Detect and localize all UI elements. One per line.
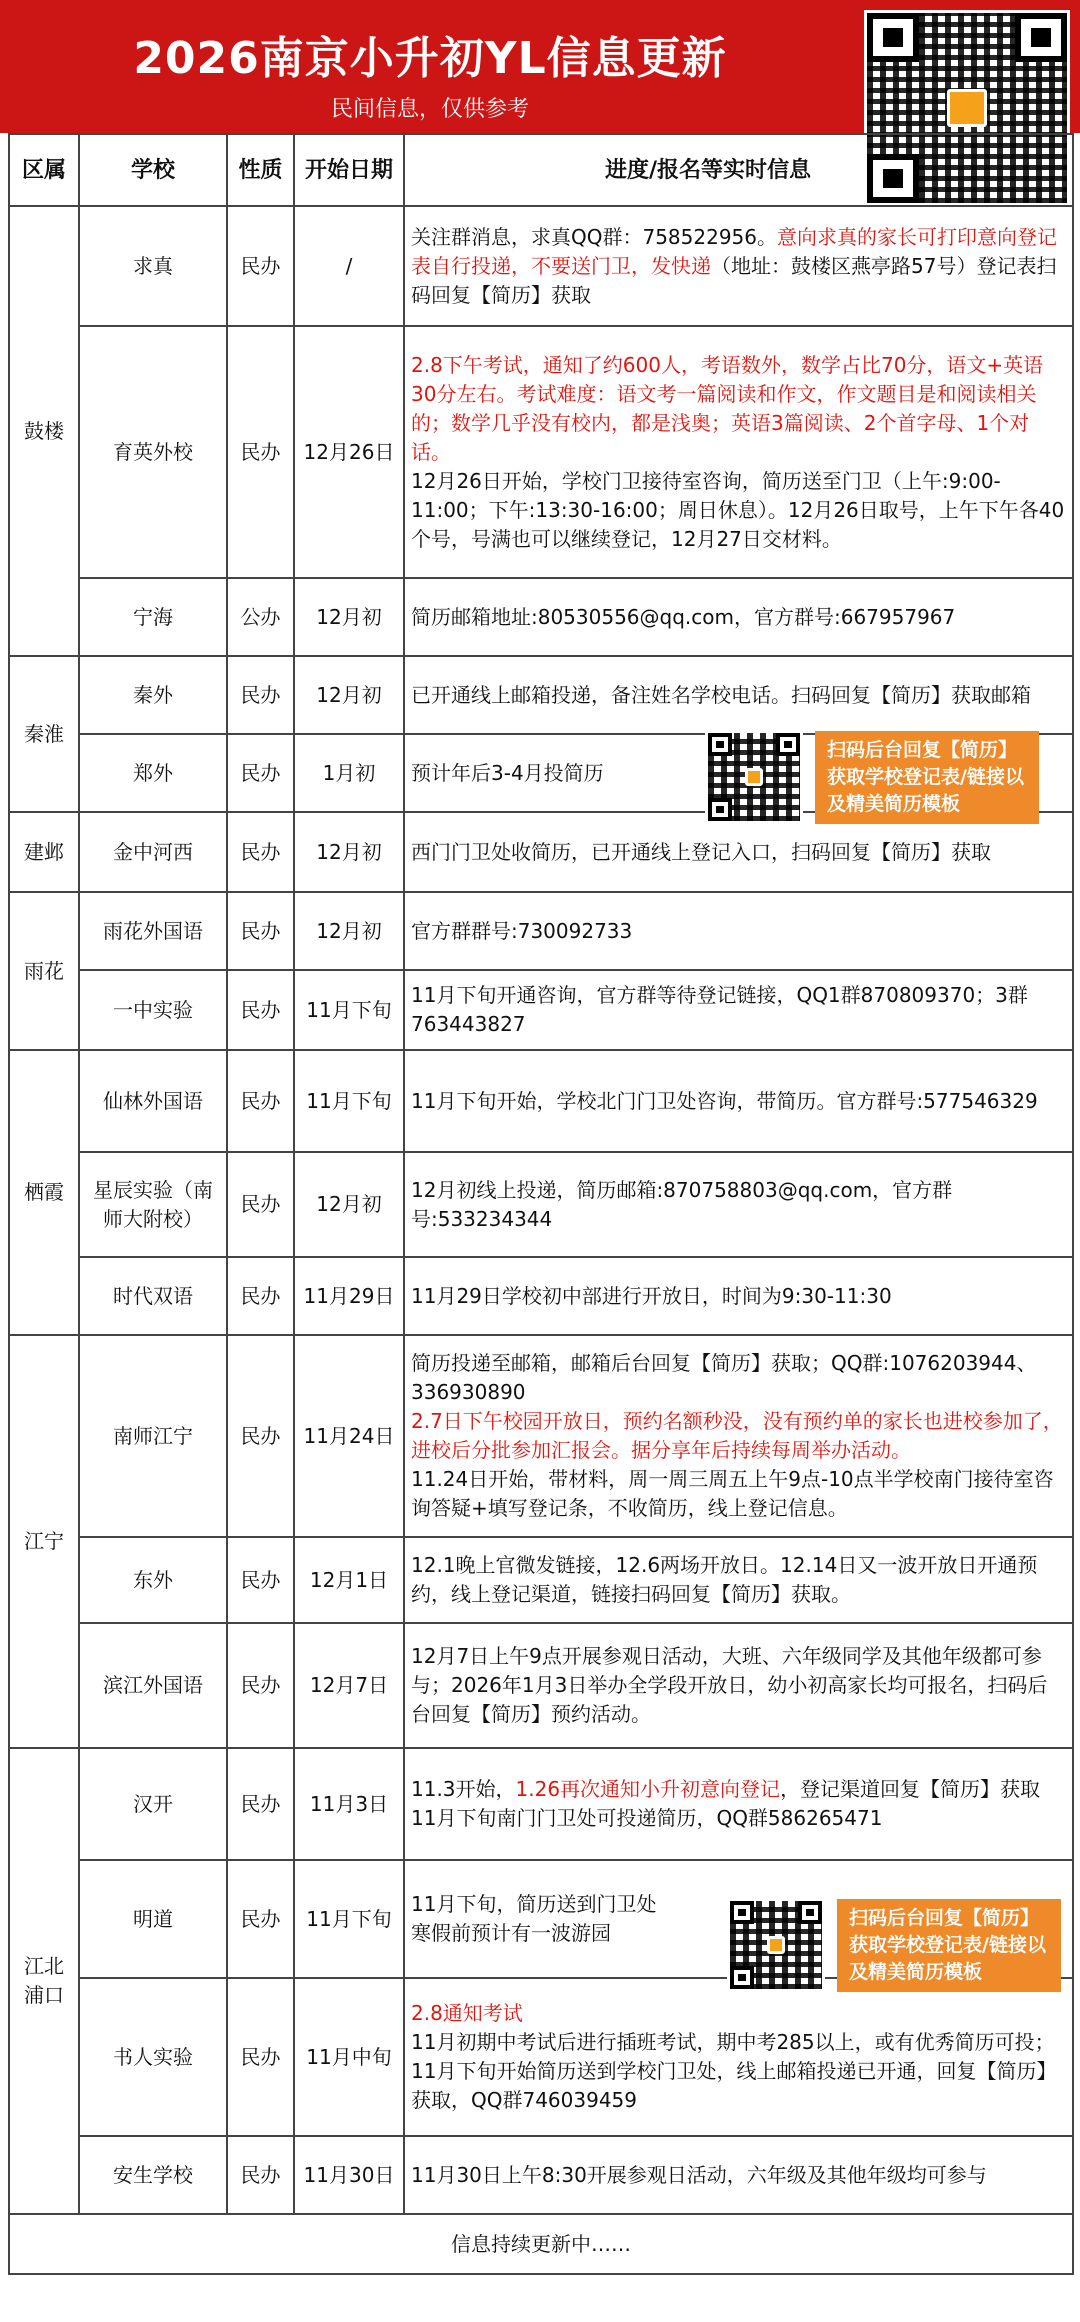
info-cell [404,1537,1073,1623]
highlight-text: 2.7日下午校园开放日，预约名额秒没，没有预约单的家长也进校参加了，进校后分批参加汇报会。据分享年后持续每周举办活动。 [411,1409,1063,1462]
school-cell: 明道 [79,1860,227,1978]
school-cell: 星辰实验（南师大附校） [79,1152,227,1257]
date-cell: 11月下旬 [294,1860,404,1978]
date-cell: 12月26日 [294,326,404,578]
date-cell: 12月初 [294,812,404,892]
school-cell: 安生学校 [79,2136,227,2214]
school-cell: 时代双语 [79,1257,227,1335]
qr-code-promo [705,730,803,824]
table-row [9,1623,1073,1748]
info-text: 11月下旬南门门卫处可投递简历，QQ群586265471 [411,1806,883,1830]
date-cell: 12月初 [294,1152,404,1257]
footer-text: 信息持续更新中…… [9,2214,1073,2274]
district-cell: 栖霞 [9,1050,79,1335]
district-cell: 秦淮 [9,656,79,812]
date-cell: 12月初 [294,892,404,970]
date-cell: 11月下旬 [294,1050,404,1152]
table-row [9,656,1073,734]
info-cell [404,1152,1073,1257]
table-row [9,812,1073,892]
type-cell: 民办 [227,1050,294,1152]
school-cell: 秦外 [79,656,227,734]
type-cell: 民办 [227,892,294,970]
type-cell: 民办 [227,1860,294,1978]
table-row [9,206,1073,326]
info-text: 11月下旬开通咨询，官方群等待登记链接，QQ1群870809370；3群763443827 [411,983,1028,1036]
highlight-text: 2.8下午考试，通知了约600人，考语数外，数学占比70分，语文+英语30分左右。考试难度：语文考一篇阅读和作文，作文题目是和阅读相关的；数学几乎没有校内，都是浅奥；英语3篇阅读、2个首字母、1个对话。 [411,352,1044,464]
type-cell: 民办 [227,1257,294,1335]
type-cell: 民办 [227,812,294,892]
table-row [9,2136,1073,2214]
type-cell: 民办 [227,1537,294,1623]
col-info: 进度/报名等实时信息 [404,134,1073,206]
promo-banner-1 [705,730,1039,824]
date-cell: 11月3日 [294,1748,404,1860]
table-row [9,578,1073,656]
table-row [9,1335,1073,1537]
table-row [9,326,1073,578]
school-cell: 一中实验 [79,970,227,1050]
highlight-text: 1.26再次通知小升初意向登记 [515,1777,781,1801]
info-cell [404,2136,1073,2214]
info-text: 简历邮箱地址:80530556@qq.com，官方群号:667957967 [411,604,956,629]
school-cell: 育英外校 [79,326,227,578]
info-text: （地址：鼓楼区燕亭路57号）登记表扫码回复【简历】获取 [411,253,1057,307]
info-cell [404,1978,1073,2136]
table-row [9,1257,1073,1335]
col-type: 性质 [227,134,294,206]
info-cell [404,892,1073,970]
school-cell: 仙林外国语 [79,1050,227,1152]
info-text: 西门门卫处收简历，已开通线上登记入口，扫码回复【简历】获取 [411,839,991,864]
info-text: 关注群消息，求真QQ群：758522956。 [411,224,778,249]
school-cell: 东外 [79,1537,227,1623]
type-cell: 公办 [227,578,294,656]
date-cell: 12月初 [294,578,404,656]
school-cell: 汉开 [79,1748,227,1860]
info-cell [404,970,1073,1050]
info-cell [404,1623,1073,1748]
table-row [9,1537,1073,1623]
table-row [9,1050,1073,1152]
info-text: ，登记渠道回复【简历】获取 [780,1777,1041,1801]
info-text: 12.1晚上官微发链接，12.6两场开放日。12.14日又一波开放日开通预约，线上登记渠道，链接扫码回复【简历】获取。 [411,1553,1038,1606]
info-text: 预计年后3-4月投简历 [411,760,604,785]
district-cell: 江宁 [9,1335,79,1748]
info-text: 11月下旬开始简历送到学校门卫处，线上邮箱投递已开通，回复【简历】获取，QQ群746039459 [411,2059,1057,2112]
district-cell: 江北浦口 [9,1748,79,2214]
info-cell [404,1257,1073,1335]
info-text: 简历投递至邮箱，邮箱后台回复【简历】获取；QQ群:1076203944、336930890 [411,1351,1037,1404]
promo-text: 扫码后台回复【简历】获取学校登记表/链接以及精美简历模板 [837,1899,1061,1992]
type-cell: 民办 [227,1335,294,1537]
date-cell: 12月初 [294,656,404,734]
info-cell [404,1050,1073,1152]
header-row [9,134,1073,206]
table-row [9,1978,1073,2136]
page-subtitle: 民间信息，仅供参考 [330,97,529,122]
qr-code-promo [727,1898,825,1992]
highlight-text: 意向求真的家长可打印意向登记表自行投递，不要送门卫，发快递 [411,224,1058,278]
info-text: 11月下旬，简历送到门卫处 [411,1892,657,1916]
info-cell [404,326,1073,578]
school-cell: 郑外 [79,734,227,812]
logo-icon [947,89,987,127]
promo-banner-2 [727,1898,1061,1992]
type-cell: 民办 [227,326,294,578]
info-text: 已开通线上邮箱投递，备注姓名学校电话。扫码回复【简历】获取邮箱 [411,682,1031,707]
col-district: 区属 [9,134,79,206]
info-text: 寒假前预计有一波游园 [411,1921,611,1945]
highlight-text: 2.8通知考试 [411,2001,523,2025]
footer-row [9,2214,1073,2274]
info-text: 11.24日开始，带材料，周一周三周五上午9点-10点半学校南门接待室咨询答疑+填写登记条，不收简历，线上登记信息。 [411,1467,1054,1520]
info-text: 11月30日上午8:30开展参观日活动，六年级及其他年级均可参与 [411,2162,987,2187]
info-text: 11月29日学校初中部进行开放日，时间为9:30-11:30 [411,1283,892,1308]
info-text: 11月初期中考试后进行插班考试，期中考285以上，或有优秀简历可投； [411,2030,1055,2054]
info-cell [404,1335,1073,1537]
table-row [9,1748,1073,1860]
type-cell: 民办 [227,734,294,812]
info-cell [404,206,1073,326]
type-cell: 民办 [227,1152,294,1257]
school-cell: 求真 [79,206,227,326]
info-cell [404,812,1073,892]
col-date: 开始日期 [294,134,404,206]
date-cell: 11月中旬 [294,1978,404,2136]
date-cell: / [294,206,404,326]
info-text: 12月7日上午9点开展参观日活动，大班、六年级同学及其他年级都可参与；2026年1月3日举办全学段开放日，幼小初高家长均可报名，扫码后台回复【简历】预约活动。 [411,1644,1048,1726]
school-cell: 金中河西 [79,812,227,892]
promo-text: 扫码后台回复【简历】获取学校登记表/链接以及精美简历模板 [815,731,1039,824]
school-cell: 雨花外国语 [79,892,227,970]
info-text: 12月26日开始，学校门卫接待室咨询，简历送至门卫（上午:9:00-11:00；下午:13:30-16:00；周日休息）。12月26日取号，上午下午各40个号，号满也可以继续登记，12月27日交材料。 [411,468,1065,551]
info-text: 11.3开始， [411,1777,516,1801]
date-cell: 12月7日 [294,1623,404,1748]
district-cell: 鼓楼 [9,206,79,656]
date-cell: 11月30日 [294,2136,404,2214]
info-text: 官方群群号:730092733 [411,918,633,943]
type-cell: 民办 [227,1978,294,2136]
type-cell: 民办 [227,1623,294,1748]
type-cell: 民办 [227,206,294,326]
school-cell: 滨江外国语 [79,1623,227,1748]
logo-icon [767,1936,785,1954]
type-cell: 民办 [227,2136,294,2214]
info-cell [404,578,1073,656]
date-cell: 11月29日 [294,1257,404,1335]
type-cell: 民办 [227,970,294,1050]
type-cell: 民办 [227,656,294,734]
table-row [9,1152,1073,1257]
info-cell [404,656,1073,734]
date-cell: 12月1日 [294,1537,404,1623]
district-cell: 雨花 [9,892,79,1050]
school-cell: 南师江宁 [79,1335,227,1537]
district-cell: 建邺 [9,812,79,892]
date-cell: 11月24日 [294,1335,404,1537]
col-school: 学校 [79,134,227,206]
info-cell [404,1748,1073,1860]
page-title: 2026南京小升初YL信息更新 [133,33,727,84]
type-cell: 民办 [227,1748,294,1860]
info-text: 12月初线上投递，简历邮箱:870758803@qq.com，官方群号:533234344 [411,1177,953,1231]
date-cell: 1月初 [294,734,404,812]
school-cell: 书人实验 [79,1978,227,2136]
logo-icon [745,768,763,786]
info-text: 11月下旬开始，学校北门门卫处咨询，带简历。官方群号:577546329 [411,1088,1038,1113]
date-cell: 11月下旬 [294,970,404,1050]
table-row [9,892,1073,970]
table-row [9,970,1073,1050]
school-cell: 宁海 [79,578,227,656]
